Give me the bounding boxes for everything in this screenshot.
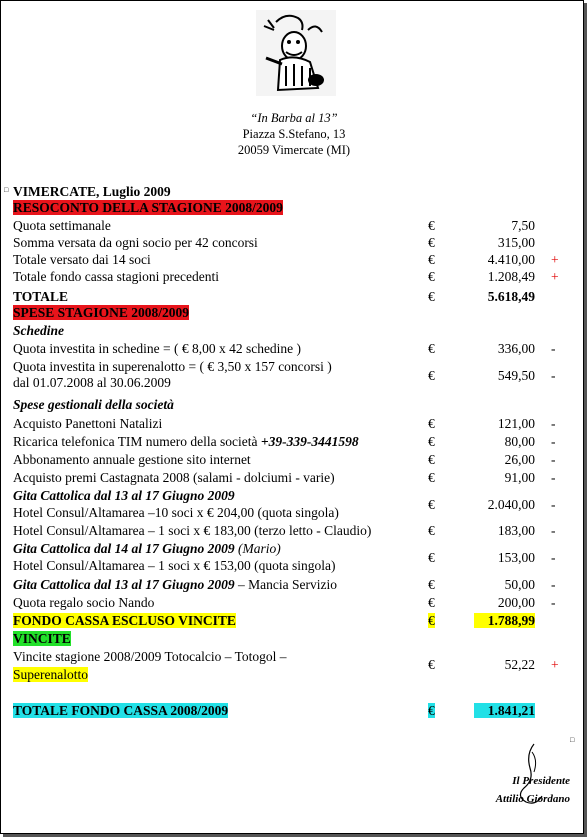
euro-symbol: € <box>428 550 435 565</box>
gita-heading-text: Gita Cattolica dal 13 al 17 Giugno 2009 <box>13 577 235 592</box>
resoconto-title-text: RESOCONTO DELLA STAGIONE 2008/2009 <box>13 200 283 215</box>
euro-symbol: € <box>428 218 435 233</box>
vincite-line2 <box>13 667 88 683</box>
spese-title-text: SPESE STAGIONE 2008/2009 <box>13 305 190 320</box>
row-amount: 315,00 <box>497 235 535 250</box>
minus-sign: - <box>551 341 556 356</box>
gita-heading <box>13 541 281 557</box>
euro-symbol: € <box>428 235 435 250</box>
vincite-line2-text: Superenalotto <box>13 667 88 682</box>
euro-symbol-text: € <box>428 703 435 718</box>
total-amount: 5.618,49 <box>487 289 535 304</box>
euro-symbol <box>428 613 435 629</box>
euro-symbol: € <box>428 416 435 431</box>
row-amount: 336,00 <box>497 341 535 356</box>
row-amount: 153,00 <box>497 550 535 565</box>
club-name: “In Barba al 13” <box>250 111 338 125</box>
row-amount: 52,22 <box>504 657 535 672</box>
minus-sign: - <box>551 368 556 383</box>
minus-sign: - <box>551 497 556 512</box>
row-amount: 7,50 <box>511 218 535 233</box>
row-label-text: Ricarica telefonica TIM numero della società <box>13 434 261 449</box>
row-amount: 4.410,00 <box>487 252 535 267</box>
caricature-logo <box>256 10 336 96</box>
fondo-escluso-amount-text: 1.788,99 <box>474 613 535 628</box>
plus-sign: + <box>551 252 559 267</box>
euro-symbol-text: € <box>428 613 435 628</box>
signature-name: Attilio Giordano <box>495 793 570 805</box>
euro-symbol: € <box>428 595 435 610</box>
section-resoconto-title <box>13 200 283 216</box>
row-label <box>13 434 359 450</box>
row-label: Quota regalo socio Nando <box>13 595 155 610</box>
club-address: Piazza S.Stefano, 13 <box>242 127 346 141</box>
gita-heading-suffix: (Mario) <box>234 541 281 556</box>
euro-symbol: € <box>428 657 435 672</box>
fondo-escluso-amount <box>474 613 535 629</box>
euro-symbol: € <box>428 434 435 449</box>
row-label: Hotel Consul/Altamarea – 1 soci x € 183,00 (terzo letto - Claudio) <box>13 523 372 538</box>
row-label: Acquisto Panettoni Natalizi <box>13 416 163 431</box>
date-line: VIMERCATE, Luglio 2009 <box>13 184 171 199</box>
euro-symbol: € <box>428 269 435 284</box>
row-label: Acquisto premi Castagnata 2008 (salami - dolciumi - varie) <box>13 470 335 485</box>
totale-fondo-amount <box>474 703 535 719</box>
vincite-title-text: VINCITE <box>13 631 71 646</box>
gita-heading: Gita Cattolica dal 13 al 17 Giugno 2009 <box>13 488 235 503</box>
section-vincite-title <box>13 631 71 647</box>
signature-role: Il Presidente <box>512 775 570 787</box>
minus-sign: - <box>551 470 556 485</box>
row-amount: 1.208,49 <box>487 269 535 284</box>
row-amount: 2.040,00 <box>487 497 535 512</box>
row-label: Totale fondo cassa stagioni precedenti <box>13 269 219 284</box>
gita-line: Hotel Consul/Altamarea –10 soci x € 204,00 (quota singola) <box>13 505 339 520</box>
row-amount: 80,00 <box>504 434 535 449</box>
gestionali-heading: Spese gestionali della società <box>13 397 174 412</box>
row-amount: 91,00 <box>504 470 535 485</box>
euro-symbol: € <box>428 470 435 485</box>
minus-sign: - <box>551 434 556 449</box>
vincite-line1: Vincite stagione 2008/2009 Totocalcio – Totogol – <box>13 649 287 664</box>
minus-sign: - <box>551 523 556 538</box>
section-spese-title <box>13 305 189 321</box>
euro-symbol <box>428 703 435 719</box>
row-amount: 121,00 <box>497 416 535 431</box>
gita-heading-suffix: – Mancia Servizio <box>234 577 338 592</box>
euro-symbol: € <box>428 252 435 267</box>
row-label: Totale versato dai 14 soci <box>13 252 151 267</box>
minus-sign: - <box>551 577 556 592</box>
paragraph-marker: □ <box>4 186 9 194</box>
paragraph-marker: □ <box>570 736 575 744</box>
schedine-heading: Schedine <box>13 323 65 338</box>
euro-symbol: € <box>428 341 435 356</box>
signature-block <box>496 772 570 808</box>
euro-symbol: € <box>428 452 435 467</box>
totale-fondo-label <box>13 703 228 719</box>
row-label: Somma versata da ogni socio per 42 concorsi <box>13 235 258 250</box>
row-amount: 200,00 <box>497 595 535 610</box>
club-city: 20059 Vimercate (MI) <box>237 143 351 157</box>
euro-symbol: € <box>428 368 435 383</box>
euro-symbol: € <box>428 497 435 512</box>
minus-sign: - <box>551 452 556 467</box>
fondo-escluso-label <box>13 613 236 629</box>
row-label: Quota investita in schedine = ( € 8,00 x 42 schedine ) <box>13 341 302 356</box>
row-amount: 26,00 <box>504 452 535 467</box>
row-label: Abbonamento annuale gestione sito internet <box>13 452 251 467</box>
totale-fondo-amount-text: 1.841,21 <box>474 703 535 718</box>
plus-sign: + <box>551 269 559 284</box>
row-amount: 50,00 <box>504 577 535 592</box>
euro-symbol: € <box>428 523 435 538</box>
row-label-line1: Quota investita in superenalotto = ( € 3,50 x 157 concorsi ) <box>13 359 332 374</box>
fondo-escluso-text: FONDO CASSA ESCLUSO VINCITE <box>13 613 236 628</box>
euro-symbol: € <box>428 289 435 304</box>
plus-sign: + <box>551 657 559 672</box>
totale-fondo-text: TOTALE FONDO CASSA 2008/2009 <box>13 703 229 718</box>
row-amount: 183,00 <box>497 523 535 538</box>
minus-sign: - <box>551 550 556 565</box>
total-label: TOTALE <box>13 289 69 304</box>
gita-heading <box>13 577 337 593</box>
gita-line: Hotel Consul/Altamarea – 1 soci x € 153,00 (quota singola) <box>13 558 336 573</box>
gita-heading-text: Gita Cattolica dal 14 al 17 Giugno 2009 <box>13 541 235 556</box>
row-label: Quota settimanale <box>13 218 111 233</box>
minus-sign: - <box>551 416 556 431</box>
phone-number: +39-339-3441598 <box>260 434 359 449</box>
row-label-line2: dal 01.07.2008 al 30.06.2009 <box>13 375 171 390</box>
euro-symbol: € <box>428 577 435 592</box>
row-amount: 549,50 <box>497 368 535 383</box>
minus-sign: - <box>551 595 556 610</box>
